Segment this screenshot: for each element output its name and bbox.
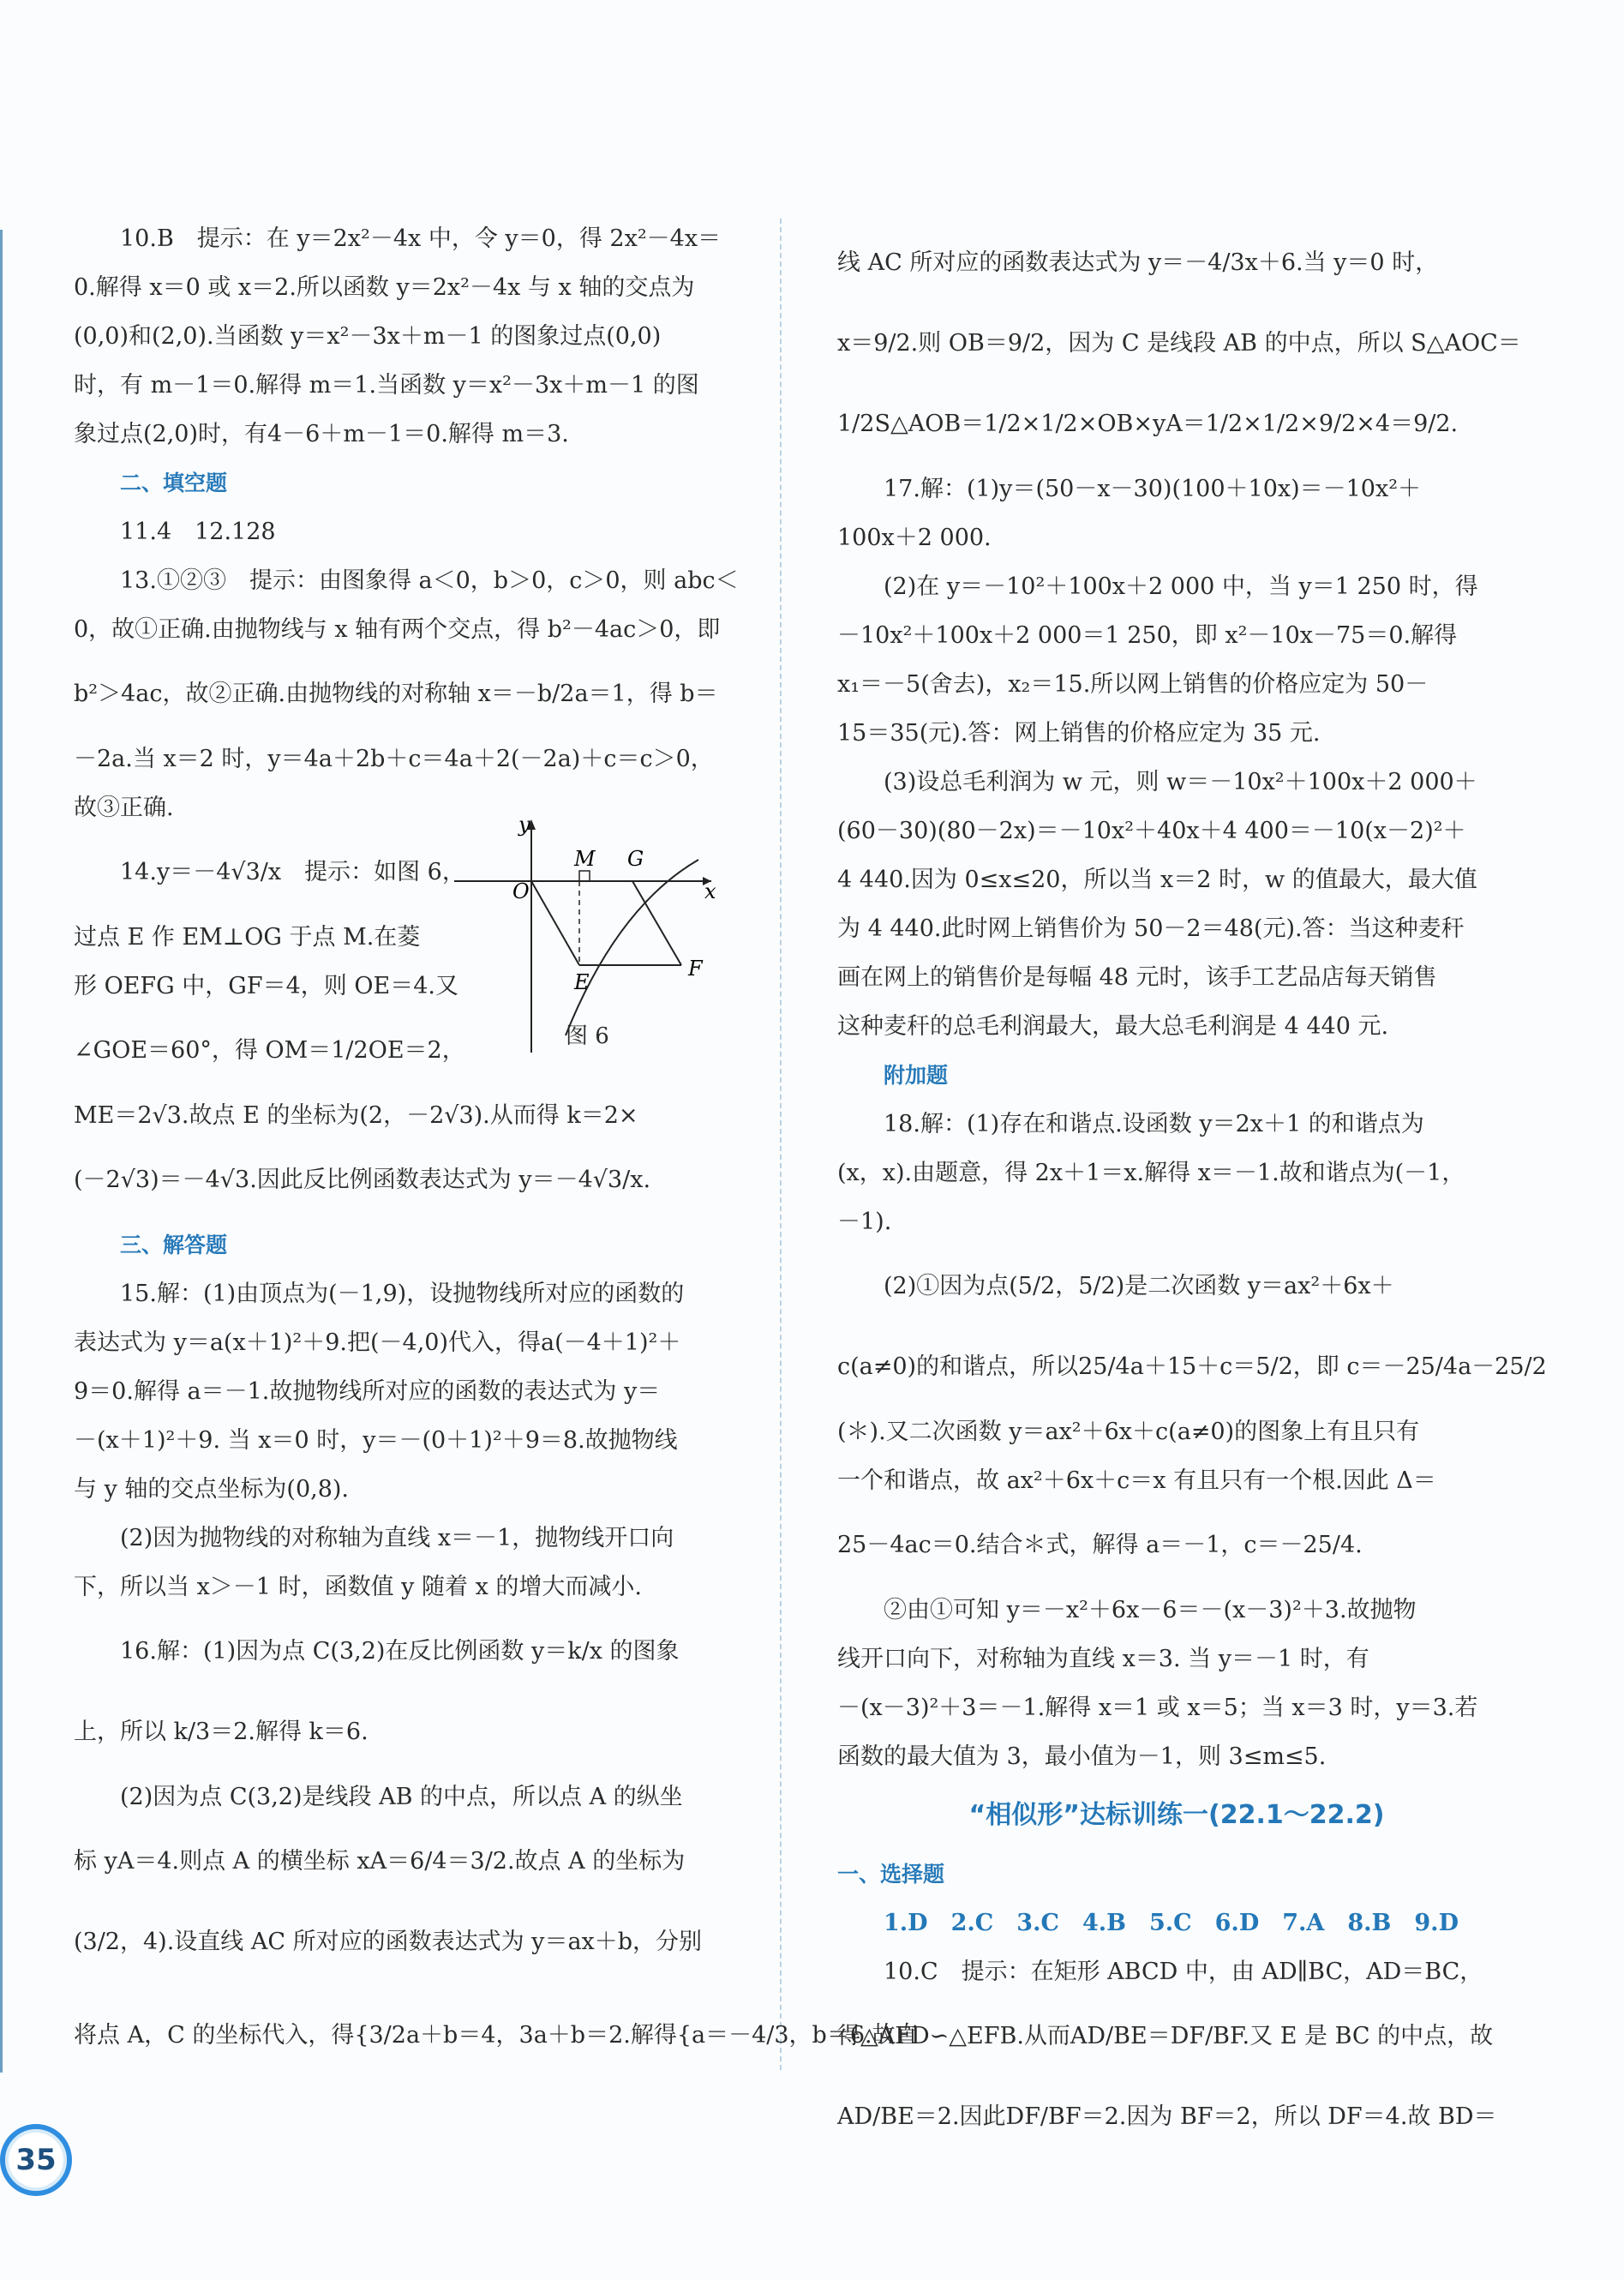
text-line: 与 y 轴的交点坐标为(0,8). [74,1476,350,1503]
text-line: 为 4 440.此时网上销售价为 50－2＝48(元).答：当这种麦秆 [837,915,1465,942]
answer-list: 1.D 2.C 3.C 4.B 5.C 6.D 7.A 8.B 9.D [884,1910,1459,1936]
text-line: －10x²＋100x＋2 000＝1 250，即 x²－10x－75＝0.解得 [837,622,1458,649]
text-line: －(x＋1)²＋9. 当 x＝0 时，y＝－(0＋1)²＋9＝8.故抛物线 [74,1427,678,1454]
right-column [837,223,1547,2157]
text-line: b²＞4ac，故②正确.由抛物线的对称轴 x＝－b/2a＝1，得 b＝ [74,681,718,707]
text-line: 10.C 提示：在矩形 ABCD 中，由 AD∥BC，AD＝BC， [884,1959,1483,1985]
text-line: (－2√3)＝－4√3.因此反比例函数表达式为 y＝－4√3/x. [74,1167,651,1193]
section-heading: 附加题 [884,1063,949,1088]
text-line: x₁＝－5(舍去)，x₂＝15.所以网上销售的价格应定为 50－ [837,671,1429,698]
text-line: ME＝2√3.故点 E 的坐标为(2，－2√3).从而得 k＝2× [74,1102,638,1129]
text-line: 11.4 12.128 [120,519,276,545]
segment-OE [531,881,579,965]
text-line: 100x＋2 000. [837,525,992,551]
label-F: F [688,957,703,981]
text-line: (＊).又二次函数 y＝ax²＋6x＋c(a≠0)的图象上有且只有 [837,1419,1420,1445]
text-line: (2)因为抛物线的对称轴为直线 x＝－1，抛物线开口向 [120,1525,674,1551]
text-line: 下，所以当 x＞－1 时，函数值 y 随着 x 的增大而减小. [74,1574,642,1600]
text-line: 17.解：(1)y＝(50－x－30)(100＋10x)＝－10x²＋ [884,476,1422,502]
text-line: －1). [837,1209,892,1235]
text-line: (60－30)(80－2x)＝－10x²＋40x＋4 400＝－10(x－2)²＋ [837,818,1466,844]
text-line: 1/2S△AOB＝1/2×1/2×OB×yA＝1/2×1/2×9/2×4＝9/2. [837,411,1459,437]
text-line: 线开口向下，对称轴为直线 x＝3. 当 y＝－1 时，有 [837,1646,1369,1672]
section-heading: 三、解答题 [120,1233,228,1257]
label-M: M [574,847,596,871]
text-line: 函数的最大值为 3，最小值为－1，则 3≤m≤5. [837,1743,1327,1770]
label-E: E [574,970,590,994]
text-line: (2)因为点 C(3,2)是线段 AB 的中点，所以点 A 的纵坐 [120,1784,683,1810]
text-line: x＝9/2.则 OB＝9/2，因为 C 是线段 AB 的中点，所以 S△AOC＝ [837,330,1521,357]
text-line: 形 OEFG 中，GF＝4，则 OE＝4.又 [74,973,458,999]
text-line: 表达式为 y＝a(x＋1)²＋9.把(－4,0)代入，得a(－4＋1)²＋ [74,1329,681,1356]
text-line: 13.①②③ 提示：由图象得 a＜0，b＞0，c＞0，则 abc＜ [120,567,739,594]
left-edge-line [0,230,3,2073]
text-line: 0，故①正确.由抛物线与 x 轴有两个交点，得 b²－4ac＞0，即 [74,616,721,643]
text-line: AD/BE＝2.因此DF/BF＝2.因为 BF＝2，所以 DF＝4.故 BD＝ [837,2103,1497,2130]
label-x: x [704,879,716,903]
text-line: 上，所以 k/3＝2.解得 k＝6. [74,1719,369,1745]
text-line: 15＝35(元).答：网上销售的价格应定为 35 元. [837,720,1321,747]
text-line: (2)①因为点(5/2，5/2)是二次函数 y＝ax²＋6x＋ [884,1273,1394,1299]
text-line: 将点 A，C 的坐标代入，得{3/2a＋b＝4，3a＋b＝2.解得{a＝－4/3，b＝6.故直 [74,2022,919,2049]
text-line: 18.解：(1)存在和谐点.设函数 y＝2x＋1 的和谐点为 [884,1111,1424,1137]
text-line: －(x－3)²＋3＝－1.解得 x＝1 或 x＝5；当 x＝3 时，y＝3.若 [837,1695,1478,1721]
text-line: (2)在 y＝－10²＋100x＋2 000 中，当 y＝1 250 时，得 [884,573,1478,600]
page-number-badge: 35 [0,2124,72,2196]
text-line: c(a≠0)的和谐点，所以25/4a＋15＋c＝5/2，即 c＝－25/4a－25/2 [837,1353,1547,1380]
figure-caption: 图 6 [566,1023,609,1049]
text-line: 16.解：(1)因为点 C(3,2)在反比例函数 y＝k/x 的图象 [120,1638,680,1665]
text-line: 过点 E 作 EM⊥OG 于点 M.在菱 [74,924,421,951]
text-line: (3)设总毛利润为 w 元，则 w＝－10x²＋100x＋2 000＋ [884,769,1477,795]
section-title: “相似形”达标训练一(22.1～22.2) [968,1800,1385,1830]
text-line: 标 yA＝4.则点 A 的横坐标 xA＝6/4＝3/2.故点 A 的坐标为 [74,1848,686,1875]
text-line: (3/2，4).设直线 AC 所对应的函数表达式为 y＝ax＋b，分别 [74,1929,703,1955]
right-angle-mark [579,871,590,881]
text-line: 一个和谐点，故 ax²＋6x＋c＝x 有且只有一个根.因此 Δ＝ [837,1467,1436,1494]
text-line: 4 440.因为 0≤x≤20，所以当 x＝2 时，w 的值最大，最大值 [837,867,1477,893]
text-line: 画在网上的销售价是每幅 48 元时，该手工艺品店每天销售 [837,964,1437,991]
text-line: 得△AFD∽△EFB.从而AD/BE＝DF/BF.又 E 是 BC 的中点，故 [837,2023,1494,2049]
text-line: 象过点(2,0)时，有4－6＋m－1＝0.解得 m＝3. [74,421,569,447]
text-line: 14.y＝－4√3/x 提示：如图 6， [120,859,465,885]
label-G: G [627,847,644,871]
label-y: y [518,813,530,837]
segment-GF [632,881,681,965]
label-O: O [512,879,530,903]
text-line: 时，有 m－1＝0.解得 m＝1.当函数 y＝x²－3x＋m－1 的图 [74,372,699,399]
text-line: (0,0)和(2,0).当函数 y＝x²－3x＋m－1 的图象过点(0,0) [74,323,662,350]
section-heading: 二、填空题 [120,471,228,495]
section-heading: 一、选择题 [837,1862,945,1887]
text-line: 15.解：(1)由顶点为(－1,9)，设抛物线所对应的函数的 [120,1281,685,1307]
text-line: (x，x).由题意，得 2x＋1＝x.解得 x＝－1.故和谐点为(－1， [837,1160,1465,1186]
text-line: 故③正确. [74,795,174,821]
text-line: ∠GOE＝60°，得 OM＝1/2OE＝2， [74,1037,465,1064]
text-line: 线 AC 所对应的函数表达式为 y＝－4/3x＋6.当 y＝0 时， [837,249,1439,276]
text-line: 25－4ac＝0.结合＊式，解得 a＝－1，c＝－25/4. [837,1532,1363,1558]
text-line: 10.B 提示：在 y＝2x²－4x 中，令 y＝0，得 2x²－4x＝ [120,225,722,252]
text-line: 这种麦秆的总毛利润最大，最大总毛利润是 4 440 元. [837,1013,1389,1040]
text-line: 0.解得 x＝0 或 x＝2.所以函数 y＝2x²－4x 与 x 轴的交点为 [74,274,695,301]
text-line: ②由①可知 y＝－x²＋6x－6＝－(x－3)²＋3.故抛物 [884,1597,1417,1623]
text-line: －2a.当 x＝2 时，y＝4a＋2b＋c＝4a＋2(－2a)＋c＝c＞0， [74,746,714,772]
hyperbola-curve [566,860,698,1035]
text-line: 9＝0.解得 a＝－1.故抛物线所对应的函数的表达式为 y＝ [74,1378,661,1405]
column-divider [780,219,782,2070]
